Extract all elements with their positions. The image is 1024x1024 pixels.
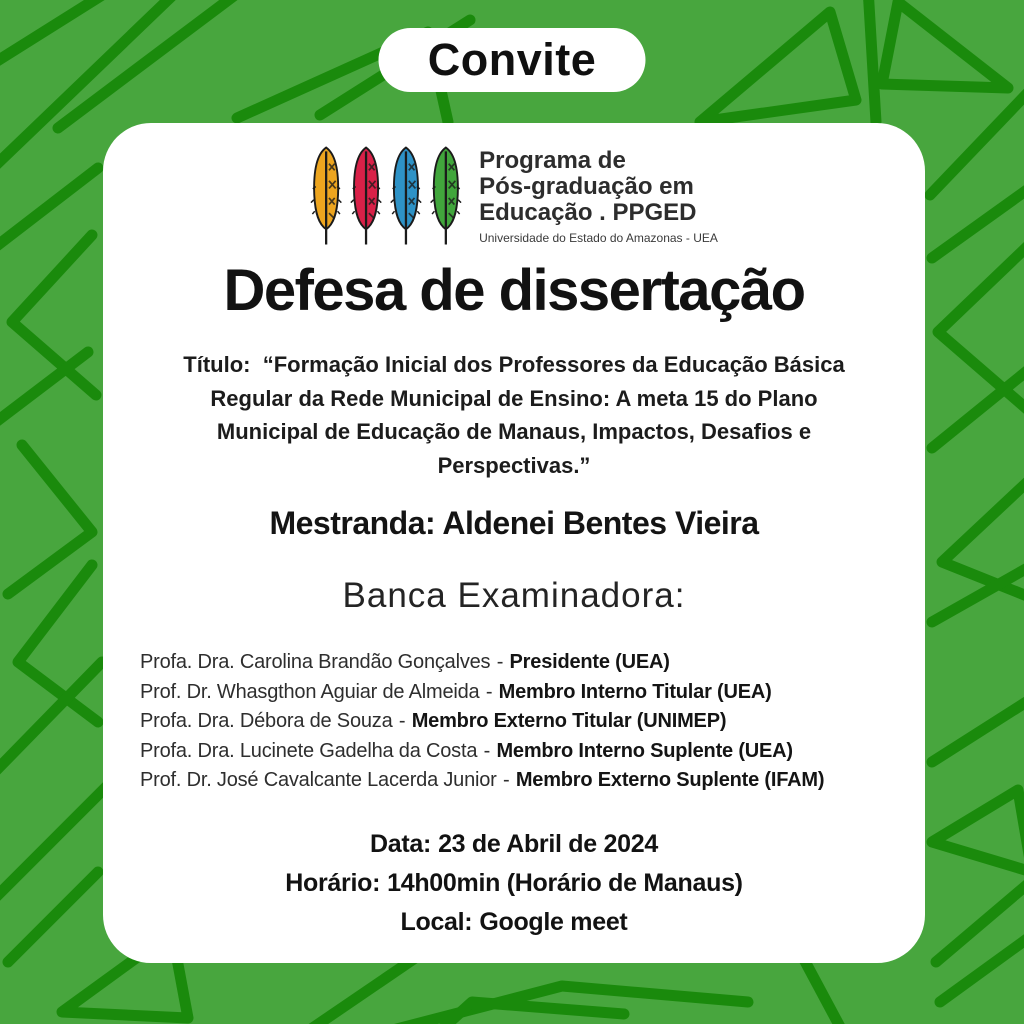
- feathers-logo-icon: [310, 143, 462, 249]
- detail-row: [103, 903, 925, 942]
- committee-member: [140, 648, 925, 678]
- logo-program-line: Pós-graduação em: [479, 173, 694, 200]
- committee-member: [140, 678, 925, 708]
- detail-value: Google meet: [479, 907, 628, 936]
- feather-icon: [311, 148, 341, 245]
- member-separator: -: [503, 769, 515, 791]
- feather-icon: [351, 148, 381, 245]
- member-separator: -: [496, 651, 509, 673]
- member-name: Profa. Dra. Lucinete Gadelha da Costa: [140, 739, 483, 762]
- detail-label: Data:: [370, 829, 432, 858]
- member-separator: -: [398, 710, 411, 732]
- logo-text-block: [479, 143, 718, 245]
- member-role: Presidente (UEA): [509, 651, 670, 673]
- member-name: Prof. Dr. José Cavalcante Lacerda Junior: [140, 769, 502, 791]
- member-role: Membro Externo Suplente (IFAM): [515, 769, 825, 791]
- convite-badge: [379, 28, 646, 92]
- member-role: Membro Interno Suplente (UEA): [496, 739, 793, 762]
- defense-heading: Defesa de dissertação: [223, 258, 805, 323]
- badge-label: Convite: [427, 34, 597, 85]
- detail-value: 14h00min (Horário de Manaus): [387, 868, 743, 897]
- detail-value: 23 de Abril de 2024: [438, 829, 658, 858]
- feather-icon: [431, 148, 461, 245]
- logo-program-line: Educação . PPGED: [479, 199, 697, 226]
- feather-icon: [391, 148, 421, 245]
- detail-row: [103, 864, 925, 903]
- member-role: Membro Externo Titular (UNIMEP): [411, 710, 727, 732]
- member-name: Prof. Dr. Whasgthon Aguiar de Almeida: [140, 680, 485, 703]
- thesis-title-line: Municipal de Educação de Manaus, Impactos, Desafios e: [216, 419, 812, 444]
- logo-program-line: Programa de: [479, 147, 626, 174]
- committee-list: [103, 648, 925, 796]
- thesis-title-line: Título: “Formação Inicial dos Professores da Educação Básica: [183, 352, 845, 377]
- logo-university-name: Universidade do Estado do Amazonas - UEA: [479, 231, 718, 245]
- logo-program-name: [479, 148, 718, 226]
- thesis-title-line: Regular da Rede Municipal de Ensino: A meta 15 do Plano: [210, 385, 818, 411]
- committee-member: [140, 766, 925, 796]
- detail-row: [103, 825, 925, 864]
- thesis-title: [103, 348, 925, 482]
- invitation-card: [103, 123, 925, 963]
- member-name: Profa. Dra. Débora de Souza: [140, 710, 398, 732]
- event-details: [103, 825, 925, 942]
- member-separator: -: [483, 739, 496, 762]
- ppged-logo: [103, 143, 925, 249]
- member-separator: -: [485, 680, 498, 703]
- committee-member: [140, 737, 925, 767]
- student-line: Mestranda: Aldenei Bentes Vieira: [269, 505, 759, 541]
- member-name: Profa. Dra. Carolina Brandão Gonçalves: [140, 651, 496, 673]
- thesis-title-line: Perspectivas.”: [437, 452, 591, 478]
- detail-label: Local:: [400, 907, 473, 936]
- member-role: Membro Interno Titular (UEA): [498, 680, 772, 703]
- committee-heading: Banca Examinadora:: [342, 576, 686, 615]
- detail-label: Horário:: [285, 868, 381, 897]
- committee-member: [140, 707, 925, 737]
